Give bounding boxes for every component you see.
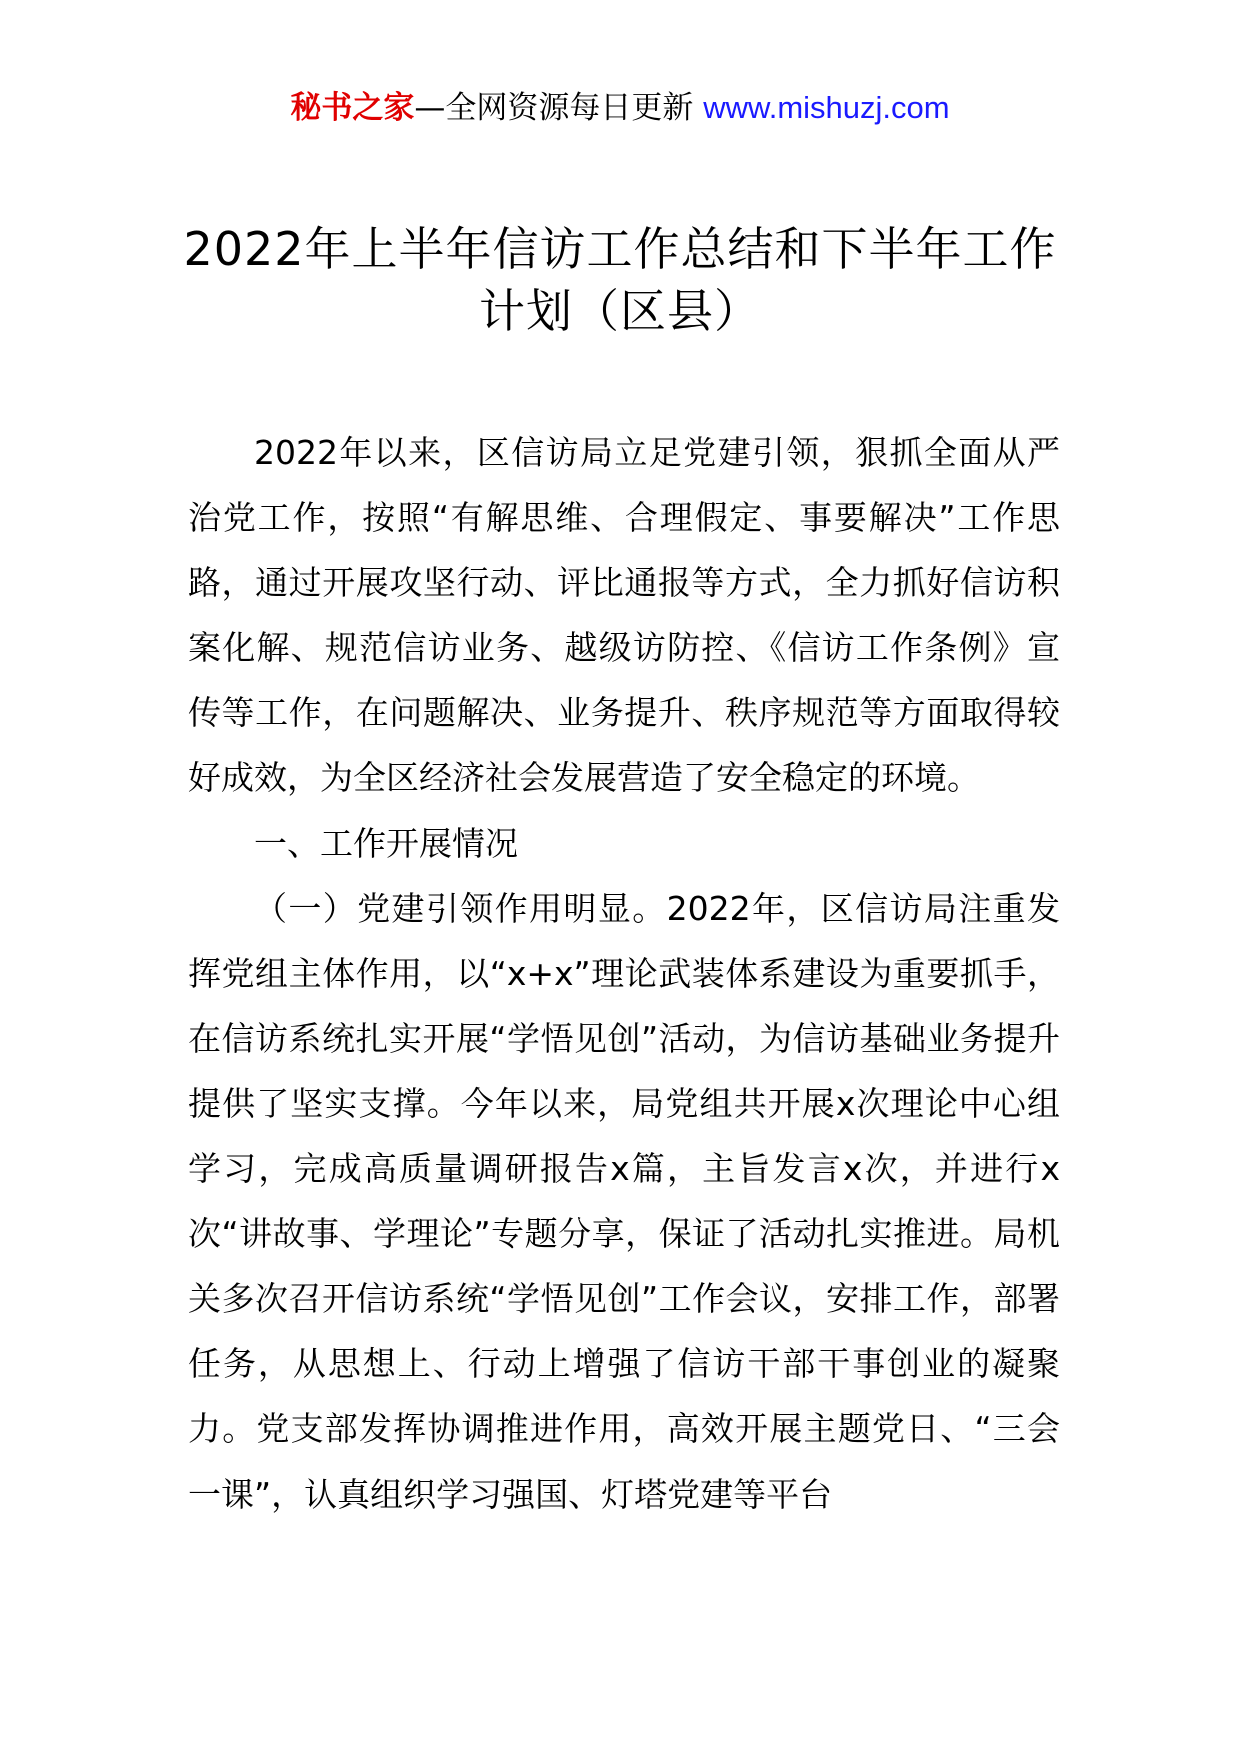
document-title-line-2: 计划（区县） xyxy=(479,284,761,338)
document-body xyxy=(188,420,1060,1527)
section-heading-work-progress: 一、工作开展情况 xyxy=(254,823,518,863)
subsection-party-building-paragraph: （一）党建引领作用明显。2022年，区信访局注重发挥党组主体作用，以“x+x”理论武装体系建设为重要抓手，在信访系统扎实开展“学悟见创”活动，为信访基础业务提升提供了坚实支撑。今年以来，局党组共开展x次理论中心组学习，完成高质量调研报告x篇，主旨发言x次，并进行x次“讲故事、学理论”专题分享，保证了活动扎实推进。局机关多次召开信访系统“学悟见创”工作会议，安排工作，部署任务，从思想上、行动上增强了信访干部干事创业的凝聚力。党支部发挥协调推进作用，高效开展主题党日、“三会一课”，认真组织学习强国、灯塔党建等平台 xyxy=(188,888,1060,1514)
brand-slogan: —全网资源每日更新 xyxy=(414,90,694,126)
document-title-line-1: 2022年上半年信访工作总结和下半年工作 xyxy=(183,222,1057,276)
site-header-banner xyxy=(0,88,1240,128)
document-title xyxy=(150,218,1090,342)
intro-paragraph: 2022年以来，区信访局立足党建引领，狠抓全面从严治党工作，按照“有解思维、合理假定、事要解决”工作思路，通过开展攻坚行动、评比通报等方式，全力抓好信访积案化解、规范信访业务、越级访防控、《信访工作条例》宣传等工作，在问题解决、业务提升、秩序规范等方面取得较好成效，为全区经济社会发展营造了安全稳定的环境。 xyxy=(188,433,1060,798)
brand-name: 秘书之家 xyxy=(290,90,415,126)
website-link[interactable]: www.mishuzj.com xyxy=(703,90,950,125)
